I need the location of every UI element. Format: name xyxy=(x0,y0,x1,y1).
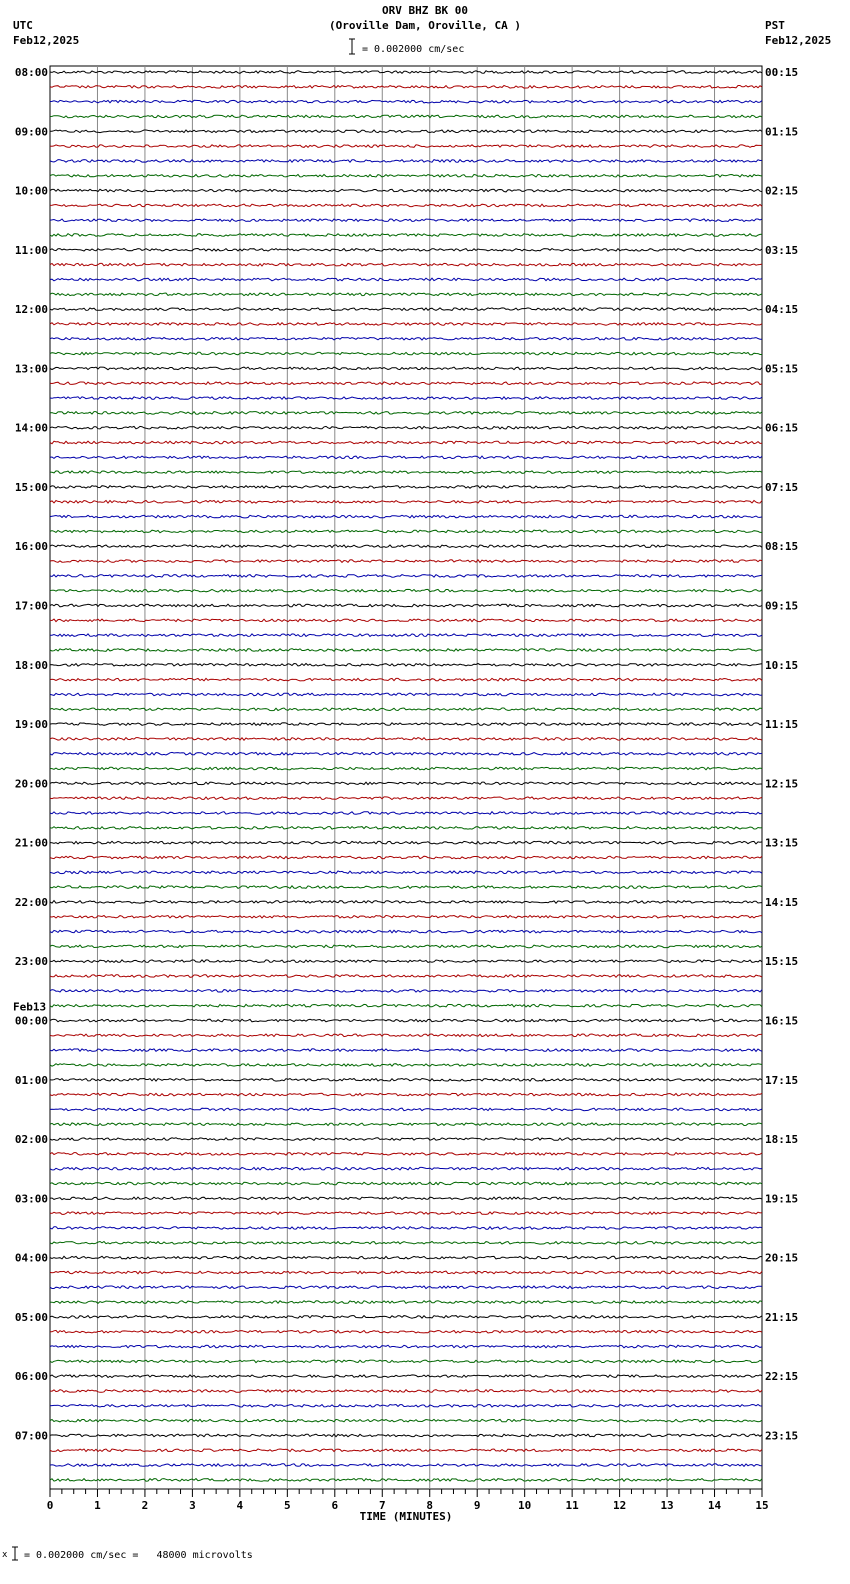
seismic-trace xyxy=(50,738,762,741)
left-timezone: UTC xyxy=(13,19,33,32)
seismic-trace xyxy=(50,1227,762,1230)
pst-time-label: 00:15 xyxy=(765,66,799,79)
seismic-trace xyxy=(50,234,762,237)
seismic-trace xyxy=(50,545,762,548)
seismic-trace xyxy=(50,589,762,592)
seismic-trace xyxy=(50,930,762,933)
seismic-trace xyxy=(50,960,762,963)
pst-time-label: 04:15 xyxy=(765,303,799,317)
seismic-trace xyxy=(50,426,762,429)
seismic-trace xyxy=(50,1108,762,1111)
seismic-trace xyxy=(50,1212,762,1215)
utc-hour-label: 10:00 xyxy=(14,184,48,198)
x-tick-label: 2 xyxy=(141,1499,149,1512)
x-tick-label: 8 xyxy=(426,1499,434,1512)
seismic-trace xyxy=(50,1064,762,1067)
seismic-trace xyxy=(50,797,762,800)
seismic-trace xyxy=(50,575,762,578)
seismic-trace xyxy=(50,1479,762,1482)
seismic-trace xyxy=(50,901,762,904)
seismic-trace xyxy=(50,160,762,163)
seismic-trace xyxy=(50,382,762,385)
seismic-trace xyxy=(50,752,762,755)
seismic-trace xyxy=(50,352,762,355)
pst-time-label: 20:15 xyxy=(765,1251,799,1265)
seismic-trace xyxy=(50,1330,762,1333)
utc-hour-label: 13:00 xyxy=(14,362,48,376)
seismic-trace xyxy=(50,1049,762,1052)
pst-time-label: 01:15 xyxy=(765,125,799,139)
seismic-trace xyxy=(50,812,762,815)
seismic-trace xyxy=(50,708,762,711)
seismic-trace xyxy=(50,649,762,652)
seismic-trace xyxy=(50,1360,762,1363)
seismic-trace xyxy=(50,1405,762,1408)
footer-scale-bar-icon xyxy=(11,1546,19,1562)
seismic-trace xyxy=(50,249,762,252)
utc-hour-label: 21:00 xyxy=(14,836,48,850)
pst-time-label: 05:15 xyxy=(765,362,799,376)
x-tick-label: 13 xyxy=(660,1499,674,1512)
seismic-trace xyxy=(50,1138,762,1141)
pst-time-label: 22:15 xyxy=(765,1370,799,1384)
seismic-trace xyxy=(50,782,762,785)
utc-hour-label: 02:00 xyxy=(14,1133,48,1147)
utc-hour-label: 14:00 xyxy=(14,421,48,435)
pst-time-label: 19:15 xyxy=(765,1192,799,1206)
x-tick-label: 0 xyxy=(46,1499,54,1512)
seismic-trace xyxy=(50,767,762,770)
seismic-trace xyxy=(50,723,762,726)
pst-time-label: 09:15 xyxy=(765,599,799,613)
seismic-trace xyxy=(50,130,762,133)
seismic-trace xyxy=(50,1256,762,1259)
seismic-trace xyxy=(50,308,762,311)
pst-time-label: 02:15 xyxy=(765,184,799,198)
station-location: (Oroville Dam, Oroville, CA ) xyxy=(328,19,522,32)
seismic-trace xyxy=(50,1034,762,1037)
seismic-trace xyxy=(50,100,762,103)
x-tick-label: 9 xyxy=(473,1499,481,1512)
seismic-trace xyxy=(50,886,762,889)
seismic-trace xyxy=(50,841,762,844)
seismic-trace xyxy=(50,323,762,326)
footer-prefix: x xyxy=(2,1550,8,1560)
seismic-trace xyxy=(50,367,762,370)
seismic-trace xyxy=(50,412,762,415)
utc-hour-label: 11:00 xyxy=(14,243,48,257)
seismic-trace xyxy=(50,530,762,533)
x-tick-label: 10 xyxy=(518,1499,532,1512)
seismic-trace xyxy=(50,1345,762,1348)
scale-text: = 0.002000 cm/sec xyxy=(362,44,465,55)
seismic-trace xyxy=(50,338,762,341)
pst-time-label: 08:15 xyxy=(765,540,799,554)
pst-time-label: 21:15 xyxy=(765,1310,799,1324)
x-tick-label: 4 xyxy=(236,1499,244,1512)
seismic-trace xyxy=(50,175,762,178)
seismic-trace xyxy=(50,515,762,518)
x-tick-label: 14 xyxy=(707,1499,722,1512)
seismic-trace xyxy=(50,115,762,118)
x-tick-label: 15 xyxy=(755,1499,769,1512)
pst-time-label: 03:15 xyxy=(765,243,799,257)
seismic-trace xyxy=(50,456,762,459)
pst-time-label: 17:15 xyxy=(765,1073,799,1087)
seismic-trace xyxy=(50,560,762,563)
seismic-trace xyxy=(50,1167,762,1170)
utc-hour-label: 07:00 xyxy=(14,1429,48,1443)
seismic-trace xyxy=(50,1271,762,1274)
seismic-trace xyxy=(50,990,762,993)
seismic-trace xyxy=(50,471,762,474)
seismic-trace xyxy=(50,1464,762,1467)
seismic-trace xyxy=(50,1153,762,1156)
pst-time-label: 15:15 xyxy=(765,955,799,969)
utc-hour-label: 04:00 xyxy=(14,1251,48,1265)
utc-hour-label: 20:00 xyxy=(14,777,48,791)
seismic-trace xyxy=(50,1019,762,1022)
seismic-trace xyxy=(50,86,762,89)
x-tick-label: 6 xyxy=(331,1499,339,1512)
seismic-trace xyxy=(50,263,762,266)
x-tick-label: 12 xyxy=(612,1499,627,1512)
x-tick-label: 3 xyxy=(189,1499,196,1512)
seismic-trace xyxy=(50,1375,762,1378)
seismic-trace xyxy=(50,1242,762,1245)
seismic-trace xyxy=(50,693,762,696)
seismic-trace xyxy=(50,189,762,192)
seismic-trace xyxy=(50,1286,762,1289)
seismic-trace xyxy=(50,975,762,978)
seismic-trace xyxy=(50,1390,762,1393)
seismic-trace xyxy=(50,486,762,489)
seismic-trace xyxy=(50,619,762,622)
seismic-trace xyxy=(50,945,762,948)
utc-hour-label: 15:00 xyxy=(14,480,48,494)
utc-hour-label: 16:00 xyxy=(14,540,48,554)
seismic-trace xyxy=(50,1093,762,1096)
pst-time-label: 06:15 xyxy=(765,421,799,435)
utc-hour-label: 23:00 xyxy=(14,955,48,969)
seismic-trace xyxy=(50,71,762,74)
seismic-trace xyxy=(50,1449,762,1452)
pst-time-label: 13:15 xyxy=(765,836,799,850)
seismic-trace xyxy=(50,915,762,918)
seismic-trace xyxy=(50,219,762,222)
utc-hour-label: 17:00 xyxy=(14,599,48,613)
station-title: ORV BHZ BK 00 xyxy=(381,4,469,17)
seismic-trace xyxy=(50,145,762,148)
seismic-trace xyxy=(50,1123,762,1126)
utc-hour-label: 05:00 xyxy=(14,1310,48,1324)
seismic-trace xyxy=(50,664,762,667)
utc-hour-label: 09:00 xyxy=(14,125,48,139)
utc-hour-label: 01:00 xyxy=(14,1073,48,1087)
seismic-trace xyxy=(50,634,762,637)
utc-hour-label: 18:00 xyxy=(14,658,48,672)
pst-time-label: 16:15 xyxy=(765,1014,799,1028)
utc-date-label: Feb13 xyxy=(13,1000,47,1014)
seismic-trace xyxy=(50,441,762,444)
utc-hour-label: 06:00 xyxy=(14,1370,48,1384)
seismic-trace xyxy=(50,856,762,859)
seismic-trace xyxy=(50,1301,762,1304)
seismic-trace xyxy=(50,1004,762,1007)
utc-hour-label: 03:00 xyxy=(14,1192,48,1206)
seismic-trace xyxy=(50,1419,762,1422)
right-date: Feb12,2025 xyxy=(765,34,832,47)
utc-hour-label: 12:00 xyxy=(14,303,48,317)
seismic-trace xyxy=(50,501,762,504)
seismic-trace xyxy=(50,397,762,400)
x-axis-label: TIME (MINUTES) xyxy=(359,1510,453,1523)
x-tick-label: 5 xyxy=(284,1499,291,1512)
seismic-trace xyxy=(50,1197,762,1200)
pst-time-label: 07:15 xyxy=(765,480,799,494)
pst-time-label: 23:15 xyxy=(765,1429,799,1443)
pst-time-label: 18:15 xyxy=(765,1133,799,1147)
footer-scale-text: = 0.002000 cm/sec = 48000 microvolts xyxy=(24,1550,253,1561)
seismic-trace xyxy=(50,678,762,681)
pst-time-label: 14:15 xyxy=(765,895,799,909)
seismic-trace xyxy=(50,278,762,281)
seismic-trace xyxy=(50,1434,762,1437)
seismic-trace xyxy=(50,293,762,296)
seismic-trace xyxy=(50,1316,762,1319)
left-date: Feb12,2025 xyxy=(13,34,80,47)
utc-hour-label: 00:00 xyxy=(14,1014,48,1028)
seismic-trace xyxy=(50,604,762,607)
utc-hour-label: 22:00 xyxy=(14,895,48,909)
pst-time-label: 10:15 xyxy=(765,658,799,672)
utc-hour-label: 08:00 xyxy=(14,66,48,79)
pst-time-label: 12:15 xyxy=(765,777,799,791)
x-tick-label: 7 xyxy=(378,1499,386,1512)
seismic-trace xyxy=(50,1182,762,1185)
seismic-trace xyxy=(50,827,762,830)
seismic-trace xyxy=(50,871,762,874)
right-timezone: PST xyxy=(765,19,785,32)
x-tick-label: 11 xyxy=(565,1499,579,1512)
utc-hour-label: 19:00 xyxy=(14,718,48,732)
pst-time-label: 11:15 xyxy=(765,718,799,732)
x-tick-label: 1 xyxy=(94,1499,101,1512)
seismic-trace xyxy=(50,1079,762,1082)
seismic-trace xyxy=(50,204,762,207)
